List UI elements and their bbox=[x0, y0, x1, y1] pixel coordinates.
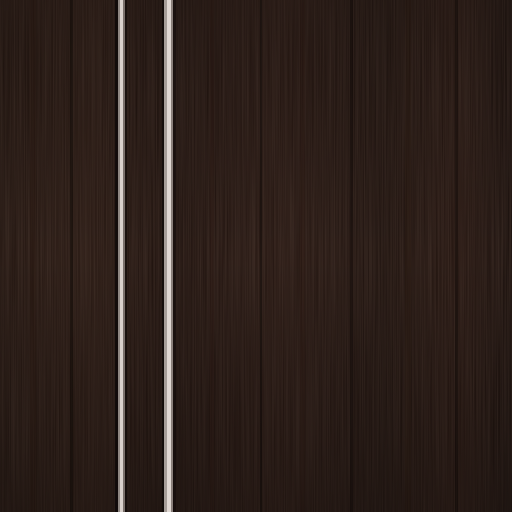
light-line-right bbox=[162, 0, 176, 512]
light-line-left bbox=[115, 0, 127, 512]
